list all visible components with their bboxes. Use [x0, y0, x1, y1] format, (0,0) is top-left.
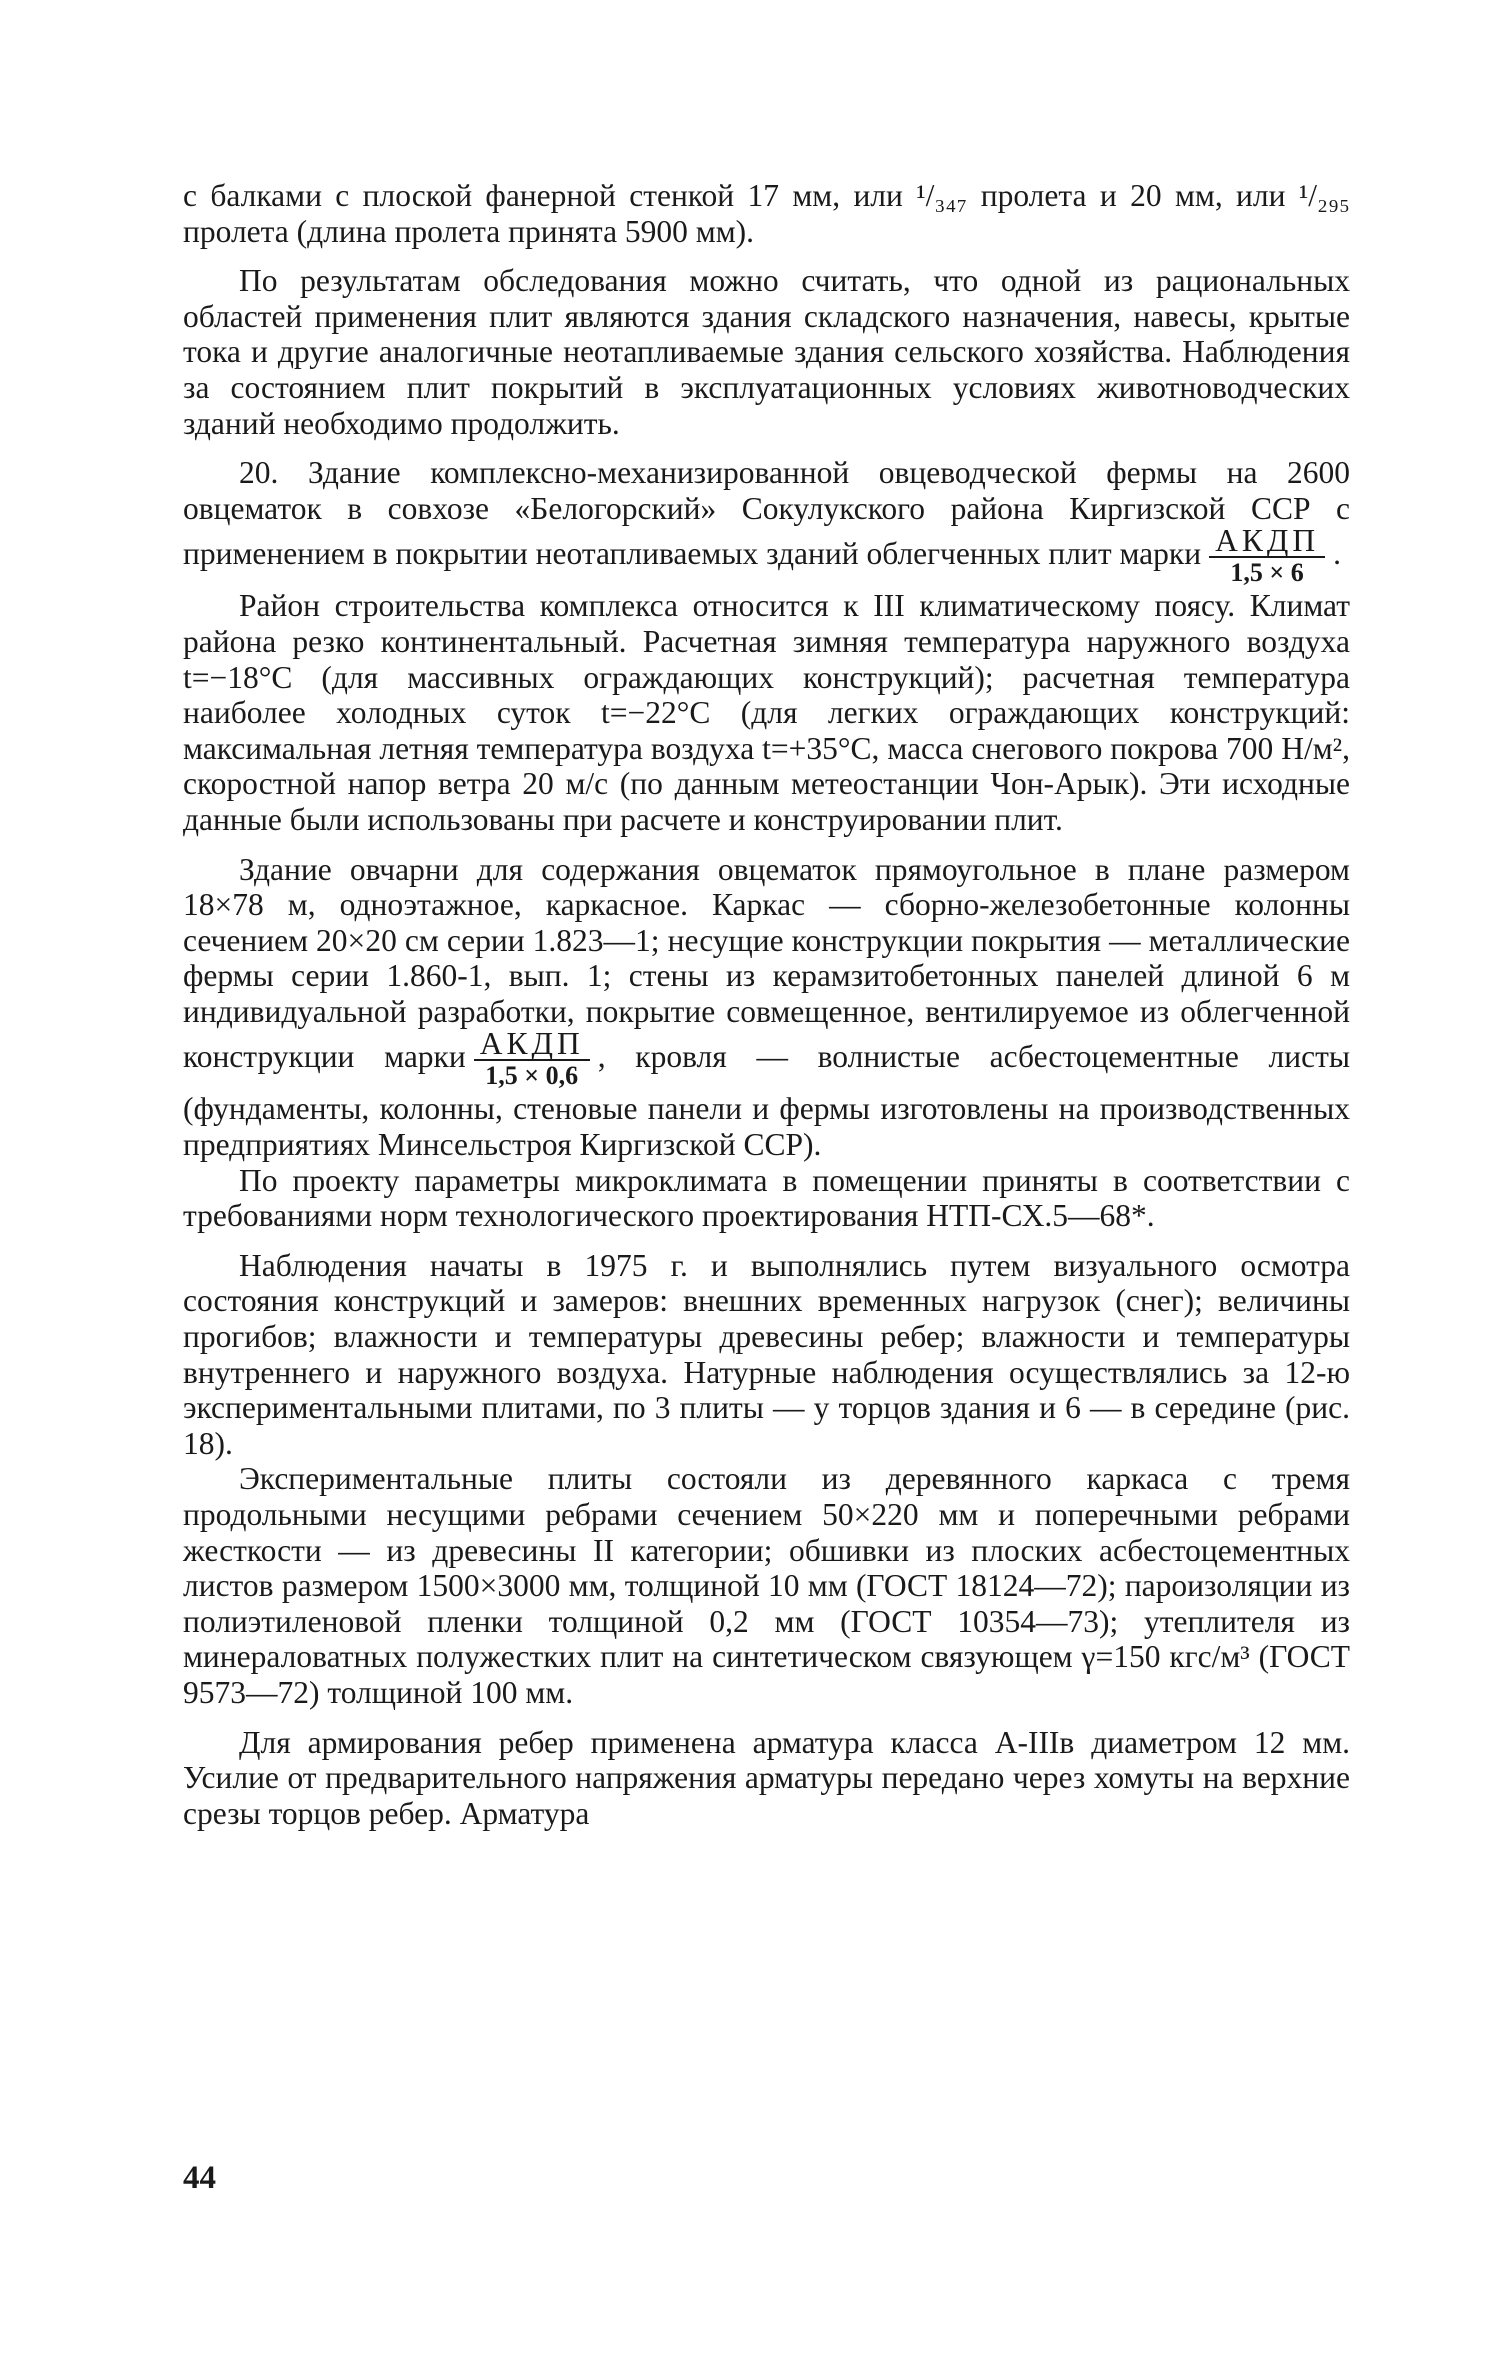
section-20-text: 20. Здание комплексно-механизированной овцеводческой фермы на 2600 овцематок в совхозе «Белогорский» Сокулукского района Киргизской ССР с применением в покрытии неотапливаемых зданий облегченных плит марки: [183, 455, 1350, 572]
paragraph-reinforcement: Для армирования ребер применена арматура класса A-IIIв диаметром 12 мм. Усилие от предварительного напряжения арматуры передано через хомуты на верхние срезы торцов ребер. Арматура: [183, 1724, 1350, 1831]
paragraph-observations: Наблюдения начаты в 1975 г. и выполнялись путем визуального осмотра состояния конструкций и замеров: внешних временных нагрузок (снег); величины прогибов; влажности и температуры древесины ребер; влажности и температуры внутреннего и наружного воздуха. Натурные наблюдения осуществлялись за 12-ю экспериментальными плитами, по 3 плиты — у торцов здания и 6 — в середине (рис. 18).: [183, 1247, 1350, 1461]
page-body: [183, 178, 1350, 1831]
paragraph-climate: Район строительства комплекса относится к III климатическому поясу. Климат района резко континентальный. Расчетная зимняя температура наружного воздуха t=−18°C (для массивных ограждающих конструкций); расчетная температура наиболее холодных суток t=−22°C (для легких ограждающих конструкций: максимальная летняя температура воздуха t=+35°C, масса снегового покрова 700 Н/м², скоростной напор ветра 20 м/с (по данным метеостанции Чон-Арык). Эти исходные данные были использованы при расчете и конструировании плит.: [183, 588, 1350, 837]
paragraph-experimental-plates: Экспериментальные плиты состояли из деревянного каркаса с тремя продольными несущими ребрами сечением 50×220 мм и поперечными ребрами жесткости — из древесины II категории; обшивки из плоских асбестоцементных листов размером 1500×3000 мм, толщиной 10 мм (ГОСТ 18124—72); пароизоляции из полиэтиленовой пленки толщиной 0,2 мм (ГОСТ 10354—73); утеплителя из минераловатных полужестких плит на синтетическом связующем γ=150 кгс/м³ (ГОСТ 9573—72) толщиной 100 мм.: [183, 1461, 1350, 1710]
building-text-b: , кровля — волнистые асбестоцементные листы (фундаменты, колонны, стеновые панели и фермы изготовлены на производственных предприятиях Минсельстроя Киргизской ССР).: [183, 1039, 1351, 1163]
section-20-end: .: [1333, 536, 1341, 572]
paragraph-continuation: с балками с плоской фанерной стенкой 17 мм, или ¹/₃₄₇ пролета и 20 мм, или ¹/₂₉₅ пролета (длина пролета принята 5900 мм).: [183, 178, 1350, 249]
paragraph-building: [183, 852, 1350, 1163]
paragraph-survey-results: По результатам обследования можно считать, что одной из рациональных областей применения плит являются здания складского назначения, навесы, крытые тока и другие аналогичные неотапливаемые здания сельского хозяйства. Наблюдения за состоянием плит покрытий в эксплуатационных условиях животноводческих зданий необходимо продолжить.: [183, 263, 1350, 441]
paragraph-section-20: [183, 455, 1350, 588]
page-number: 44: [183, 2160, 216, 2196]
paragraph-microclimate: По проекту параметры микроклимата в помещении приняты в соответствии с требованиями норм технологического проектирования НТП-СХ.5—68*.: [183, 1162, 1350, 1234]
fraction-denominator: 1,5 × 0,6: [485, 1061, 579, 1091]
fraction-denominator: 1,5 × 6: [1230, 558, 1304, 588]
brand-fraction-2: [474, 1026, 590, 1091]
fraction-numerator: АКДП: [1209, 526, 1325, 558]
building-text-a: Здание овчарни для содержания овцематок прямоугольное в плане размером 18×78 м, одноэтажное, каркасное. Каркас — сборно-железобетонные колонны сечением 20×20 см серии 1.823—1; несущие конструкции покрытия — металлические фермы серии 1.860-1, вып. 1; стены из керамзитобетонных панелей длиной 6 м индивидуальной разработки, покрытие совмещенное, вентилируемое из облегченной конструкции марки: [183, 851, 1350, 1075]
fraction-numerator: АКДП: [474, 1029, 590, 1061]
brand-fraction: [1209, 523, 1325, 588]
